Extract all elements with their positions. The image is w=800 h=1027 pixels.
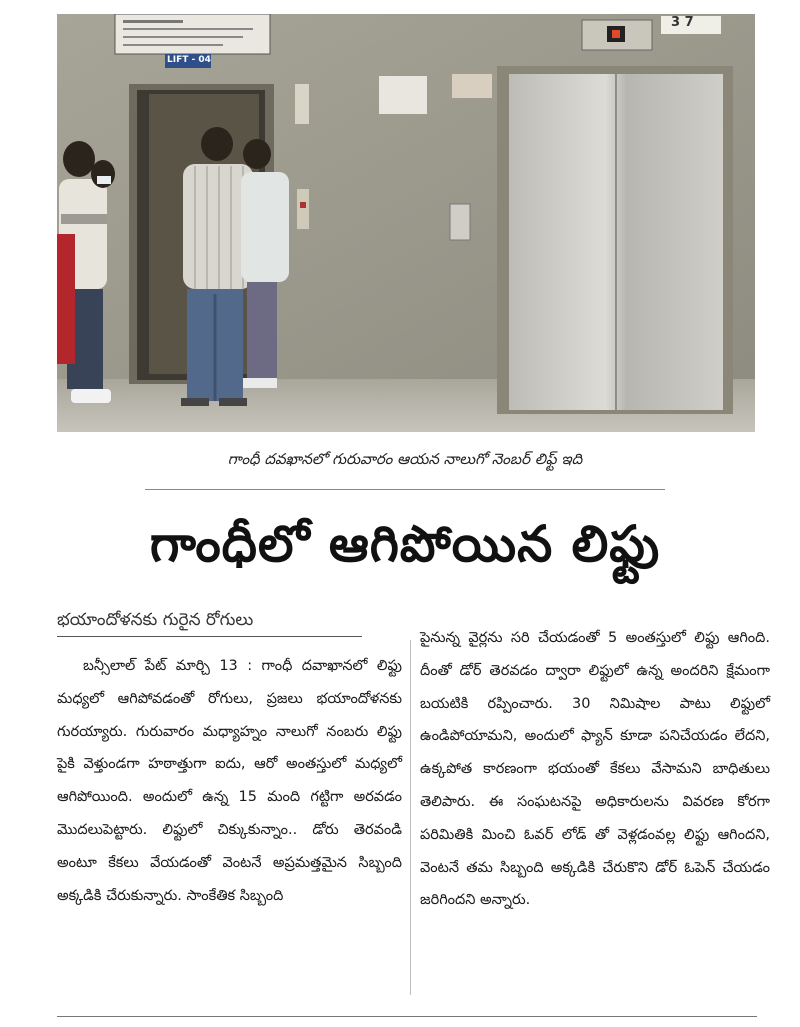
caption-divider: [145, 489, 665, 490]
subheadline: భయాందోళనకు గురైన రోగులు: [57, 610, 254, 630]
bottom-divider: [57, 1016, 757, 1017]
lift-sign-label: LIFT - 04: [167, 55, 211, 65]
lift-scene-illustration: [57, 14, 755, 432]
photo-caption: గాంధీ దవఖానలో గురువారం ఆయన నాలుగో నెంబర్ లిఫ్ట్ ఇది: [227, 450, 583, 468]
article-column-left: బన్సీలాల్ పేట్ మార్చి 13 : గాంధీ దవాఖానలో లిఫ్టు మధ్యలో ఆగిపోవడంతో రోగులు, ప్రజలు భయాందోళనకు గురయ్యారు. గురువారం మధ్యాహ్నం నాలుగో నంబరు లిఫ్టు పైకి వెళ్తుండగా హఠాత్తుగా ఐదు, ఆరో అంతస్తులో మధ్యలో ఆగిపోయింది. అందులో ఉన్న 15 మంది గట్టిగా అరవడం మొదలుపెట్టారు. లిఫ్టులో చిక్కుకున్నాం.. డోరు తెరవండి అంటూ కేకలు వేయడంతో వెంటనే అప్రమత్తమైన సిబ్బంది అక్కడికి చేరుకున్నారు. సాంకేతిక సిబ్బంది: [57, 658, 402, 904]
column-divider: [410, 640, 411, 995]
subheadline-underline: [57, 636, 362, 637]
headline: గాంధీలో ఆగిపోయిన లిఫ్టు: [149, 515, 661, 573]
news-photo: [57, 14, 755, 432]
article-column-right: పైనున్న వైర్లను సరి చేయడంతో 5 అంతస్తులో లిఫ్టు ఆగింది. దీంతో డోర్ తెరవడం ద్వారా లిఫ్టులో ఉన్న అందరిని క్షేమంగా బయటికి రప్పించారు. 30 నిమిషాల పాటు లిఫ్టులో ఉండిపోయామని, అందులో ఫ్యాన్ కూడా పనిచేయడం లేదని, ఉక్కపోత కారణంగా భయంతో కేకలు వేసామని బాధితులు తెలిపారు. ఈ సంఘటనపై అధికారులను వివరణ కోరగా పరిమితికి మించి ఓవర్ లోడ్ తో వెళ్లడంవల్ల లిఫ్టు ఆగిందని, వెంటనే తమ సిబ్బంది అక్కడికి చేరుకొని డోర్ ఓపెన్ చేయడం జరిగిందని అన్నారు.: [420, 630, 770, 909]
floor-number-label: 3 7: [671, 15, 694, 30]
